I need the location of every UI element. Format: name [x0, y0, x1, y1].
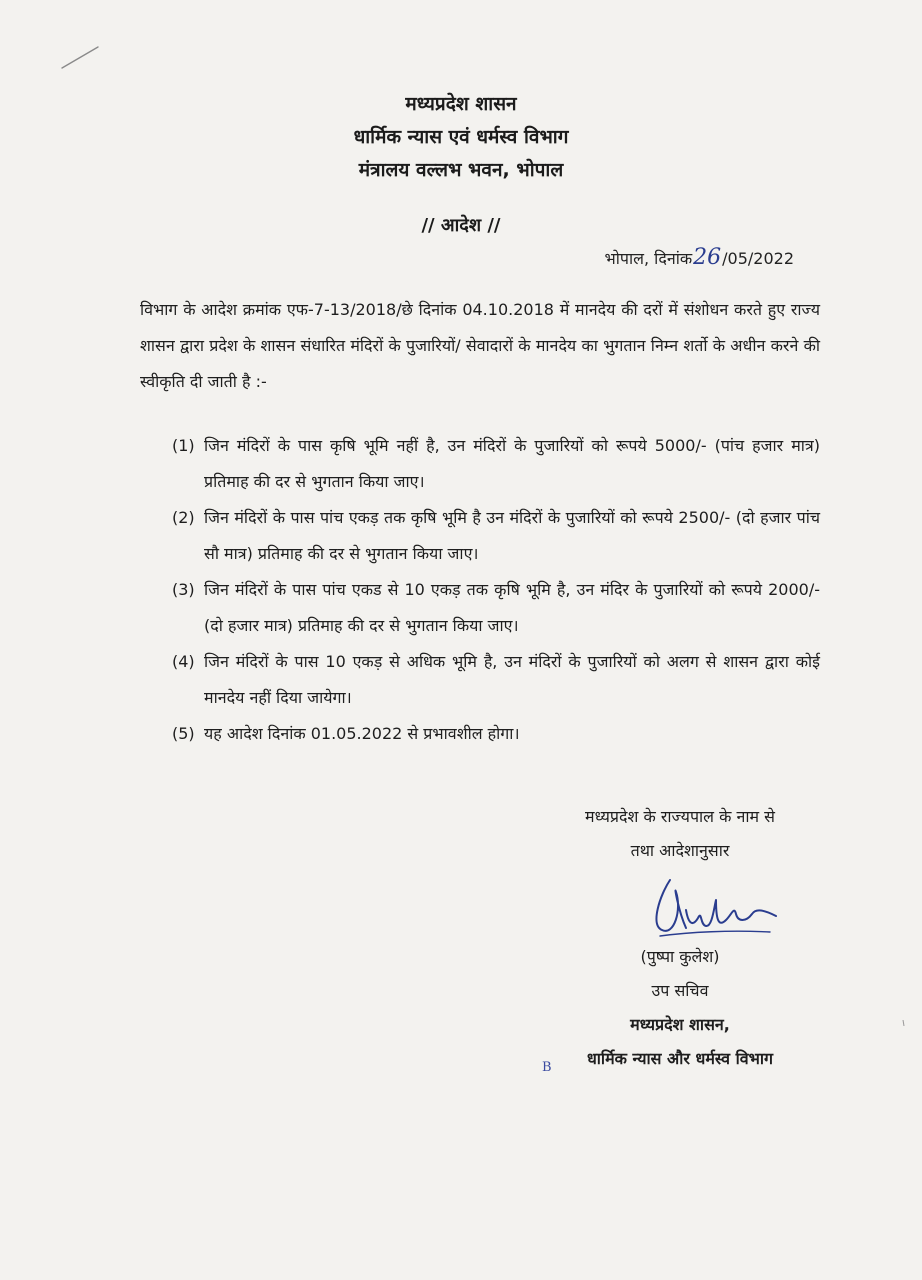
authority-line-1: मध्यप्रदेश के राज्यपाल के नाम से	[585, 807, 775, 826]
condition-number: (4)	[172, 652, 195, 671]
condition-text: जिन मंदिरों के पास पांच एकड़ तक कृषि भूमि है उन मंदिरों के पुजारियों को रूपये 2500/- (दो हजार पांच सौ मात्र) प्रतिमाह की दर से भुगतान किया जाए।	[204, 508, 820, 563]
condition-number: (3)	[172, 580, 195, 599]
order-title: // आदेश //	[421, 215, 501, 236]
conditions-list	[172, 428, 820, 752]
signatory-block	[540, 940, 820, 1076]
signatory-designation: उप सचिव	[651, 981, 709, 1000]
signatory-name: (पुष्पा कुलेश)	[640, 947, 720, 966]
authority-line-2: तथा आदेशानुसार	[630, 841, 730, 860]
condition-item	[172, 500, 820, 572]
paper-speck	[902, 1020, 905, 1026]
pen-stroke-mark	[60, 44, 100, 70]
department-name: धार्मिक न्यास एवं धर्मस्व विभाग	[353, 126, 569, 148]
condition-text: जिन मंदिरों के पास पांच एकड से 10 एकड़ तक कृषि भूमि है, उन मंदिर के पुजारियों को रूपये 2000/- (दो हजार मात्र) प्रतिमाह की दर से भुगतान किया जाए।	[204, 580, 820, 635]
authority-line	[540, 800, 820, 868]
office-address: मंत्रालय वल्लभ भवन, भोपाल	[358, 159, 564, 181]
condition-number: (5)	[172, 724, 195, 743]
condition-number: (2)	[172, 508, 195, 527]
letterhead	[0, 88, 922, 187]
condition-text: जिन मंदिरों के पास कृषि भूमि नहीं है, उन मंदिरों के पुजारियों को रूपये 5000/- (पांच हजार मात्र) प्रतिमाह की दर से भुगतान किया जाए।	[204, 436, 820, 491]
date-day-handwritten: 26	[693, 245, 722, 270]
condition-number: (1)	[172, 436, 195, 455]
condition-item	[172, 716, 820, 752]
signatory-office-1: मध्यप्रदेश शासन,	[630, 1015, 730, 1034]
condition-text: जिन मंदिरों के पास 10 एकड़ से अधिक भूमि है, उन मंदिरों के पुजारियों को अलग से शासन द्वारा कोई मानदेय नहीं दिया जायेगा।	[204, 652, 820, 707]
handwritten-signature	[630, 870, 780, 940]
signatory-office-2: धार्मिक न्यास और धर्मस्व विभाग	[586, 1049, 774, 1068]
date-line	[605, 245, 794, 270]
condition-item	[172, 644, 820, 716]
condition-text: यह आदेश दिनांक 01.05.2022 से प्रभावशील होगा।	[204, 724, 520, 743]
government-name: मध्यप्रदेश शासन	[405, 93, 517, 115]
order-intro-paragraph: विभाग के आदेश क्रमांक एफ-7-13/2018/छे दिनांक 04.10.2018 में मानदेय की दरों में संशोधन करते हुए राज्य शासन द्वारा प्रदेश के शासन संधारित मंदिरों के पुजारियों/ सेवादारों के मानदेय का भुगतान निम्न शर्तो के अधीन करने की स्वीकृति दी जाती है :-	[140, 300, 820, 391]
condition-item	[172, 572, 820, 644]
date-prefix: भोपाल, दिनांक	[604, 249, 693, 268]
condition-item	[172, 428, 820, 500]
date-rest: /05/2022	[722, 249, 794, 268]
handwritten-initial-mark: B	[542, 1060, 552, 1075]
